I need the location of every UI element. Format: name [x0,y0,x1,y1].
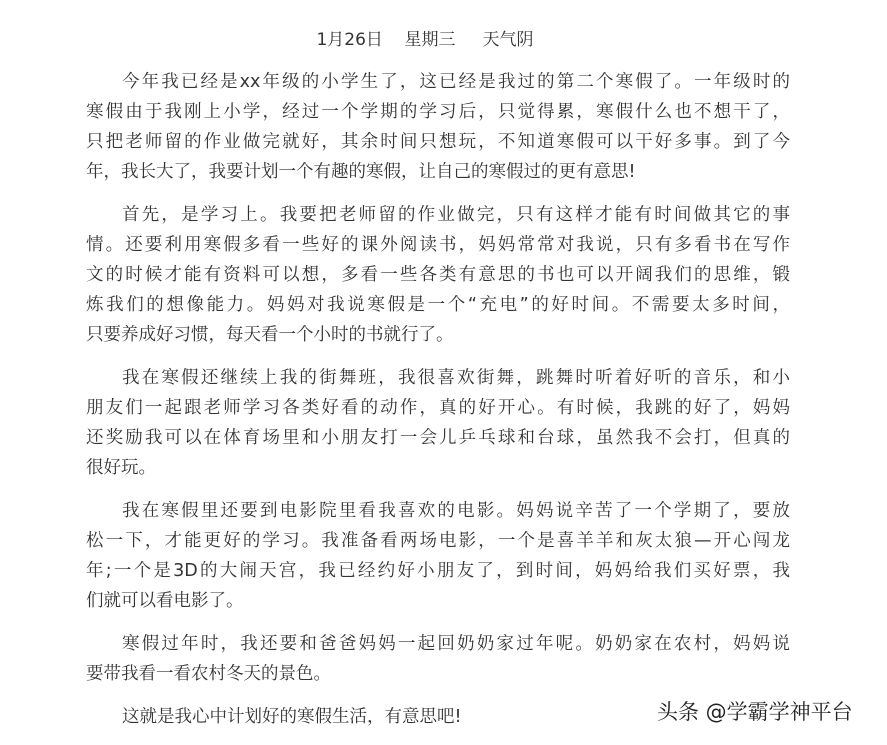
paragraph-line: 还奖励我可以在体育场里和小朋友打一会儿乒乓球和台球，虽然我不会打，但真的 [86,428,790,448]
diary-header: 1月26日 星期三 天气阴 [316,30,534,50]
paragraph [86,200,790,350]
paragraph-line: 只要养成好习惯，每天看一个小时的书就行了。 [86,325,454,345]
paragraph-line: 寒假过年时，我还要和爸爸妈妈一起回奶奶家过年呢。奶奶家在农村，妈妈说 [122,634,790,654]
paragraph-line: 朋友们一起跟老师学习各类好看的动作，真的好开心。有时候，我跳的好了，妈妈 [86,398,790,418]
paragraph [86,363,790,483]
paragraph-line: 我在寒假还继续上我的街舞班，我很喜欢街舞，跳舞时听着好听的音乐，和小 [122,368,790,388]
paragraph-line: 文的时候才能有资料可以想，多看一些各类有意思的书也可以开阔我们的思维，锻 [86,265,790,285]
paragraph-line: 寒假由于我刚上小学，经过一个学期的学习后，只觉得累，寒假什么也不想干了， [86,102,790,122]
paragraph-line: 们就可以看电影了。 [86,591,244,611]
paragraph-line: 要带我看一看农村冬天的景色。 [86,664,331,684]
paragraph-line: 首先，是学习上。我要把老师留的作业做完，只有这样才能有时间做其它的事 [122,205,790,225]
paragraph-line: 我在寒假里还要到电影院里看我喜欢的电影。妈妈说辛苦了一个学期了，要放 [122,501,790,521]
source-watermark: 头条 @学霸学神平台 [657,700,853,724]
paragraph-line: 年;一个是3D的大闹天宫，我已经约好小朋友了，到时间，妈妈给我们买好票，我 [86,561,790,581]
paragraph [86,67,790,187]
paragraph [86,629,790,689]
paragraph-line: 今年我已经是xx年级的小学生了，这已经是我过的第二个寒假了。一年级时的 [122,72,790,92]
diary-body [86,67,790,745]
paragraph-line: 这就是我心中计划好的寒假生活，有意思吧! [122,707,462,727]
paragraph-line: 松一下，才能更好的学习。我准备看两场电影，一个是喜羊羊和灰太狼—开心闯龙 [86,531,790,551]
paragraph-line: 很好玩。 [86,458,156,478]
paragraph-line: 年，我长大了，我要计划一个有趣的寒假，让自己的寒假过的更有意思! [86,162,636,182]
paragraph-line: 情。还要利用寒假多看一些好的课外阅读书，妈妈常常对我说，只有多看书在写作 [86,235,790,255]
paragraph [86,496,790,616]
paragraph-line: 只把老师留的作业做完就好，其余时间只想玩，不知道寒假可以干好多事。到了今 [86,132,790,152]
paragraph-line: 炼我们的想像能力。妈妈对我说寒假是一个“充电”的好时间。不需要太多时间， [86,295,790,315]
